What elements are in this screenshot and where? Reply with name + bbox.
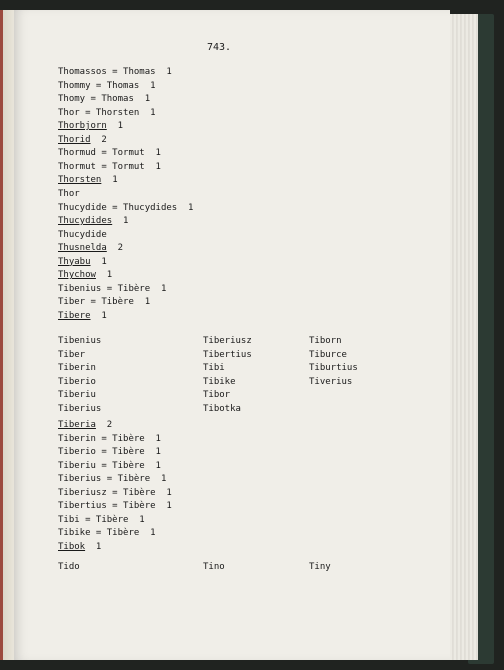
entry-name: Tibertius = Tibère xyxy=(58,501,156,512)
name-entry xyxy=(58,501,172,511)
name-entry xyxy=(58,135,107,145)
entry-name: Thor = Thorsten xyxy=(58,107,140,118)
name-entry xyxy=(58,284,166,294)
entry-name: Tiberia xyxy=(58,420,96,430)
entry-name: Tiberius = Tibère xyxy=(58,474,151,485)
entry-name: Thormud = Tormut xyxy=(58,148,145,159)
name-entry xyxy=(58,297,150,307)
variant-name: Tiverius xyxy=(309,376,353,387)
entry-name: Thorsten xyxy=(58,175,102,186)
name-entry xyxy=(58,189,80,199)
entry-count: 1 xyxy=(155,501,172,512)
name-entry xyxy=(58,203,193,213)
variant-name: Tibor xyxy=(203,390,231,401)
entry-name: Thommy = Thomas xyxy=(58,80,140,91)
name-entry xyxy=(58,94,150,104)
variant-name: Tiberin xyxy=(58,363,96,374)
variant-name: Tiberius xyxy=(58,403,102,414)
entry-count: 1 xyxy=(133,297,151,308)
entry-count: 1 xyxy=(139,107,156,118)
variant-name: Tiborn xyxy=(309,336,342,346)
name-entry xyxy=(58,162,161,172)
name-entry xyxy=(58,108,156,118)
page-number: 743. xyxy=(207,42,232,53)
entry-count: 1 xyxy=(150,283,167,294)
name-entry xyxy=(58,420,112,430)
entry-count: 1 xyxy=(128,514,145,525)
entry-count: 1 xyxy=(155,487,172,498)
entry-count: 1 xyxy=(112,216,129,227)
name-entry xyxy=(58,121,123,131)
variant-name: Tibotka xyxy=(203,403,241,414)
entry-name: Thyabu xyxy=(58,256,91,267)
entry-name: Thormut = Tormut xyxy=(58,161,145,172)
entry-name: Tibere xyxy=(58,310,91,321)
entry-count: 2 xyxy=(90,134,107,145)
entry-name: Tiberio = Tibère xyxy=(58,447,145,458)
entry-count: 1 xyxy=(95,270,113,281)
entry-name: Tiberin = Tibère xyxy=(58,433,145,444)
entry-count: 1 xyxy=(101,175,118,186)
entry-name: Thucydides xyxy=(58,216,113,227)
name-entry xyxy=(58,270,112,280)
name-entry xyxy=(58,447,161,457)
variant-name: Tibi xyxy=(203,363,225,374)
entry-name: Thusnelda xyxy=(58,243,107,254)
name-entry xyxy=(58,230,107,240)
variant-name: Tibike xyxy=(203,376,236,387)
name-entry xyxy=(58,243,123,253)
variant-name: Tino xyxy=(203,562,225,572)
name-entry xyxy=(58,67,172,77)
entry-name: Thychow xyxy=(58,270,96,281)
entry-count: 1 xyxy=(85,541,102,552)
variant-name: Tiny xyxy=(309,562,331,572)
entry-name: Thucydide xyxy=(58,229,107,240)
entry-count: 1 xyxy=(90,256,107,267)
variant-name: Tibenius xyxy=(58,336,102,346)
entry-count: 1 xyxy=(144,447,161,458)
entry-count: 2 xyxy=(106,243,124,254)
entry-count: 1 xyxy=(144,433,161,444)
name-entry xyxy=(58,488,172,498)
entry-count: 1 xyxy=(139,80,156,91)
entry-count: 1 xyxy=(106,121,124,132)
page-stack-edge xyxy=(446,14,478,660)
entry-name: Thomy = Thomas xyxy=(58,94,134,105)
entry-count: 1 xyxy=(144,460,161,471)
entry-name: Tibi = Tibère xyxy=(58,514,129,525)
name-entry xyxy=(58,81,156,91)
entry-count: 1 xyxy=(144,148,161,159)
variant-name: Tiberiu xyxy=(58,390,96,401)
entry-name: Tibok xyxy=(58,541,86,552)
entry-count: 2 xyxy=(95,420,113,430)
variant-name: Tiburtius xyxy=(309,363,358,374)
entry-count: 1 xyxy=(139,528,156,539)
variant-name: Tiberio xyxy=(58,376,96,387)
name-entry xyxy=(58,148,161,158)
entry-count: 1 xyxy=(144,161,161,172)
name-entry xyxy=(58,542,101,552)
name-entry xyxy=(58,175,118,185)
entry-count: 1 xyxy=(90,310,107,321)
variant-name: Tibertius xyxy=(203,349,252,360)
entry-name: Thor xyxy=(58,188,80,199)
name-entry xyxy=(58,216,128,226)
entry-name: Thomassos = Thomas xyxy=(58,67,156,77)
variant-name: Tiberiusz xyxy=(203,336,252,346)
name-entry xyxy=(58,434,161,444)
entry-count: 1 xyxy=(155,67,172,77)
entry-name: Tibenius = Tibère xyxy=(58,283,151,294)
entry-count: 1 xyxy=(133,94,151,105)
entry-count: 1 xyxy=(177,202,194,213)
entry-name: Tiber = Tibère xyxy=(58,297,134,308)
entry-name: Thucydide = Thucydides xyxy=(58,202,178,213)
name-entry xyxy=(58,474,166,484)
variant-name: Tido xyxy=(58,562,80,572)
variant-name: Tiber xyxy=(58,349,86,360)
name-entry xyxy=(58,257,107,267)
variant-name: Tiburce xyxy=(309,349,347,360)
name-entry xyxy=(58,515,145,525)
name-entry xyxy=(58,528,156,538)
entry-count: 1 xyxy=(150,474,167,485)
entry-name: Thorbjorn xyxy=(58,121,107,132)
binding-edge xyxy=(0,10,3,660)
entry-name: Tiberiu = Tibère xyxy=(58,460,145,471)
entry-name: Tibike = Tibère xyxy=(58,528,140,539)
name-entry xyxy=(58,311,107,321)
name-entry xyxy=(58,461,161,471)
entry-name: Tiberiusz = Tibère xyxy=(58,487,156,498)
book-page xyxy=(14,10,450,660)
entry-name: Thorid xyxy=(58,134,91,145)
